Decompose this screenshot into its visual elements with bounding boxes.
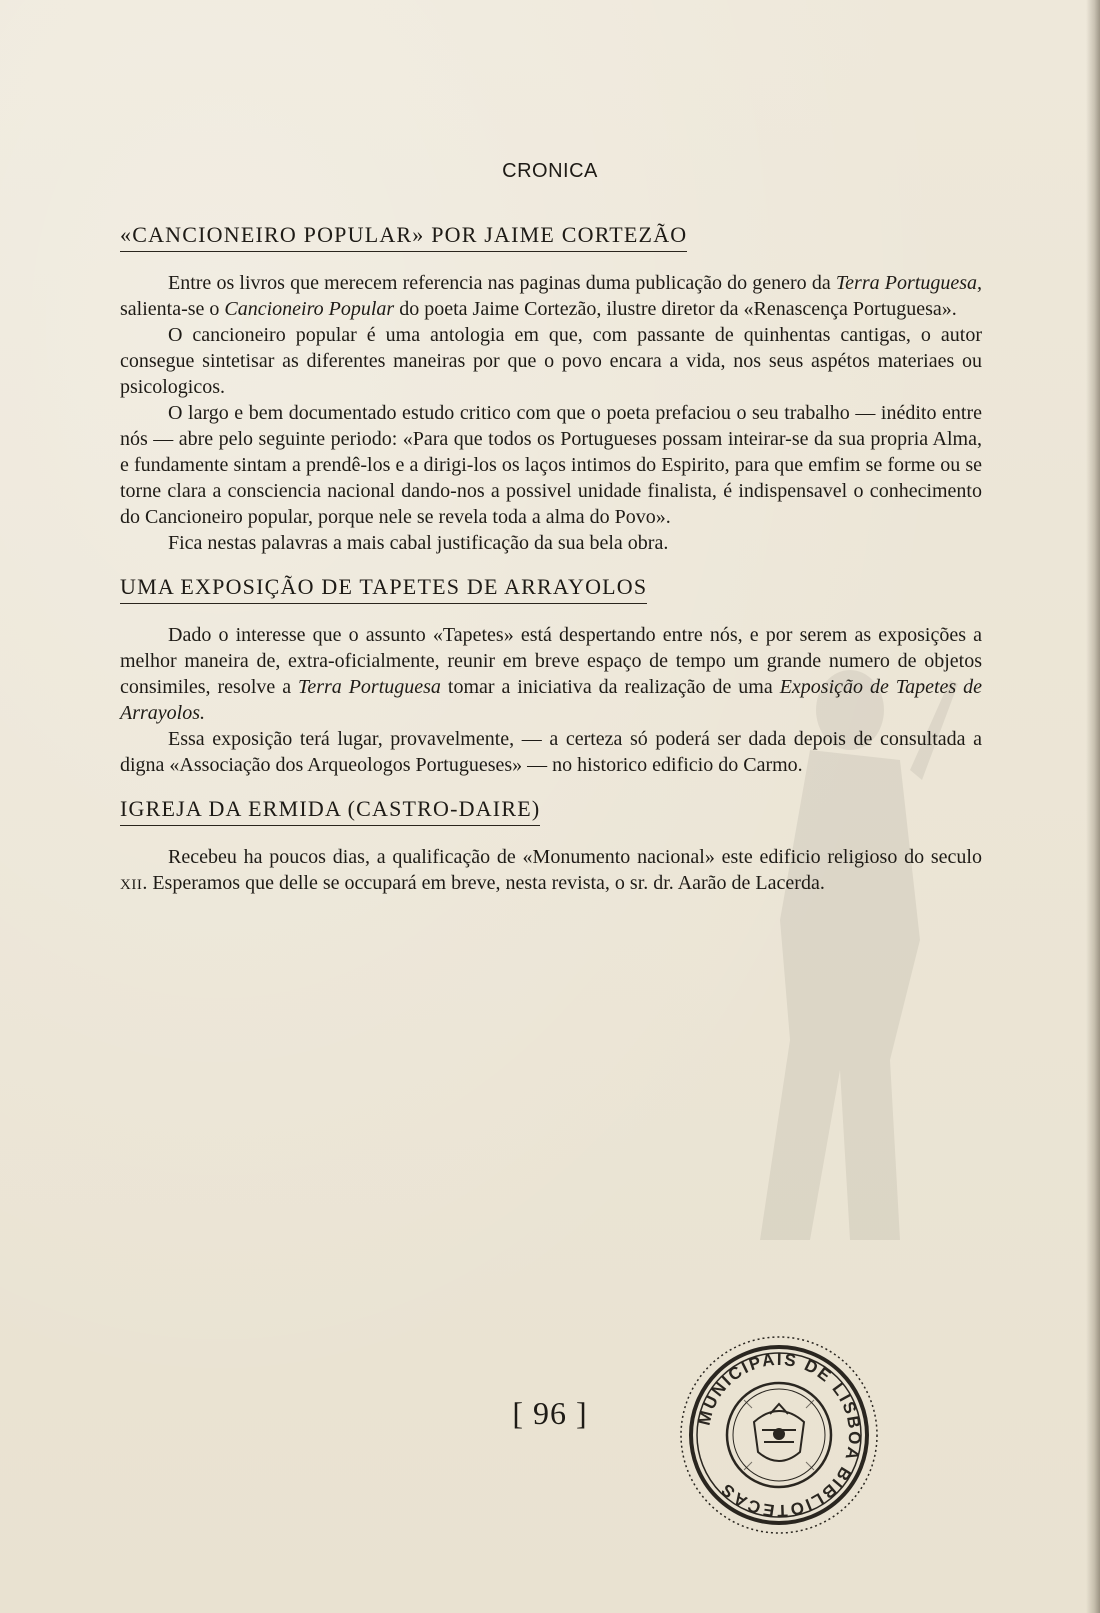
article-body (120, 222, 982, 916)
paragraph-text: Recebeu ha poucos dias, a qualificação de «Monumento nacional» este edificio religioso do seculo (168, 846, 982, 868)
running-head: CRONICA (502, 160, 598, 182)
paragraph: Fica nestas palavras a mais cabal justificação da sua bela obra. (168, 532, 669, 554)
paragraph: O largo e bem documentado estudo critico com que o poeta prefaciou o seu trabalho — inédito entre nós — abre pelo seguinte periodo: «Para que todos os Portugueses possam inteirar-se da sua propria Alma, e fundamente sintam a prendê-los e a dirigi-los os laços intimos do Espirito, para que emfim se forme ou se torne clara a consciencia nacional dando-nos a possivel unidade finalista, é indispensavel o conhecimento do Cancioneiro popular, porque nele se revela toda a alma do Povo». (120, 402, 982, 528)
paragraph (120, 622, 982, 726)
italic-title: Terra Portuguesa (298, 676, 441, 698)
italic-title: Exposição de Tapetes de Arrayolos. (120, 676, 982, 724)
paragraph-text: salienta-se o (120, 298, 225, 320)
paragraph: O cancioneiro popular é uma antologia em que, com passante de quinhentas cantigas, o autor consegue sintetisar as diferentes maneiras por que o povo encara a vida, nos seus aspétos materiaes ou psicologicos. (120, 324, 982, 398)
paragraph-text: Entre os livros que merecem referencia nas paginas duma publicação do genero da (168, 272, 836, 294)
section-exposicao-tapetes (120, 574, 982, 778)
paragraph-text: do poeta Jaime Cortezão, ilustre diretor da «Renascença Portuguesa». (394, 298, 957, 320)
page-edge (1086, 0, 1100, 1613)
paragraph (120, 844, 982, 898)
section-igreja-ermida (120, 796, 982, 898)
page-number: [ 96 ] (512, 1395, 588, 1431)
library-stamp-icon (674, 1330, 884, 1540)
italic-title: Cancioneiro Popular (224, 298, 395, 320)
section-heading: «CANCIONEIRO POPULAR» POR JAIME CORTEZÃO (120, 222, 687, 252)
italic-title: Terra Portuguesa, (835, 272, 982, 294)
stamp-text: MUNICIPAIS DE LISBOA BIBLIOTECAS (694, 1349, 865, 1521)
paragraph (120, 270, 982, 322)
paragraph-text: . Esperamos que delle se occupará em breve, nesta revista, o sr. dr. Aarão de Lacerda. (142, 872, 825, 894)
section-heading: IGREJA DA ERMIDA (CASTRO-DAIRE) (120, 796, 540, 826)
section-heading: UMA EXPOSIÇÃO DE TAPETES DE ARRAYOLOS (120, 574, 647, 604)
paragraph: Essa exposição terá lugar, provavelmente, — a certeza só poderá ser dada depois de consultada a digna «Associação dos Arqueologos Portugueses» — no historico edificio do Carmo. (120, 728, 982, 776)
century-numeral: XII (120, 877, 143, 893)
paragraph-text: Dado o interesse que o assunto «Tapetes» está despertando entre nós, e por serem as exposições a melhor maneira de, extra-oficialmente, reunir em breve espaço de tempo um grande numero de objetos consimiles, resolve a (120, 624, 982, 698)
paragraph-text: tomar a iniciativa da realização de uma (440, 676, 780, 698)
section-cancioneiro (120, 222, 982, 556)
